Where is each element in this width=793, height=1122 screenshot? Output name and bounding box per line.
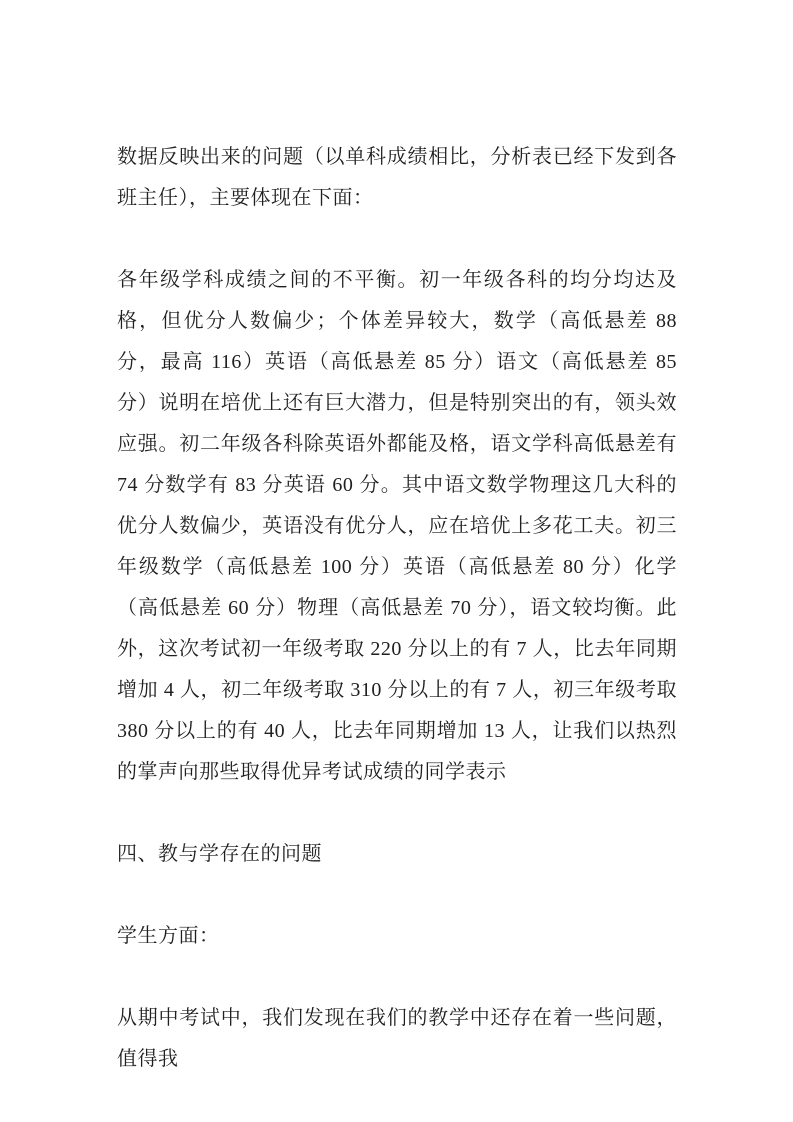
paragraph-midterm-findings: 从期中考试中，我们发现在我们的教学中还存在着一些问题，值得我 xyxy=(117,1007,677,1070)
document-content xyxy=(117,137,677,1080)
section-heading-problems: 四、教与学存在的问题 xyxy=(117,843,322,865)
subsection-label-students: 学生方面： xyxy=(117,925,220,947)
paragraph-intro: 数据反映出来的问题（以单科成绩相比，分析表已经下发到各班主任），主要体现在下面： xyxy=(117,146,677,209)
paragraph-grade-analysis: 各年级学科成绩之间的不平衡。初一年级各科的均分均达及格，但优分人数偏少；个体差异较大，数学（高低悬差 88 分，最高 116）英语（高低悬差 85 分）语文（高低悬差 85 分）说明在培优上还有巨大潜力，但是特别突出的有，领头效应强。初二年级各科除英语外都能及格，语文学科高低悬差有 74 分数学有 83 分英语 60 分。其中语文数学物理这几大科的优分人数偏少，英语没有优分人，应在培优上多花工夫。初三年级数学（高低悬差 100 分）英语（高低悬差 80 分）化学（高低悬差 60 分）物理（高低悬差 70 分），语文较均衡。此外，这次考试初一年级考取 220 分以上的有 7 人，比去年同期增加 4 人，初二年级考取 310 分以上的有 7 人，初三年级考取 380 分以上的有 40 人，比去年同期增加 13 人，让我们以热烈的掌声向那些取得优异考试成绩的同学表示 xyxy=(117,269,677,783)
